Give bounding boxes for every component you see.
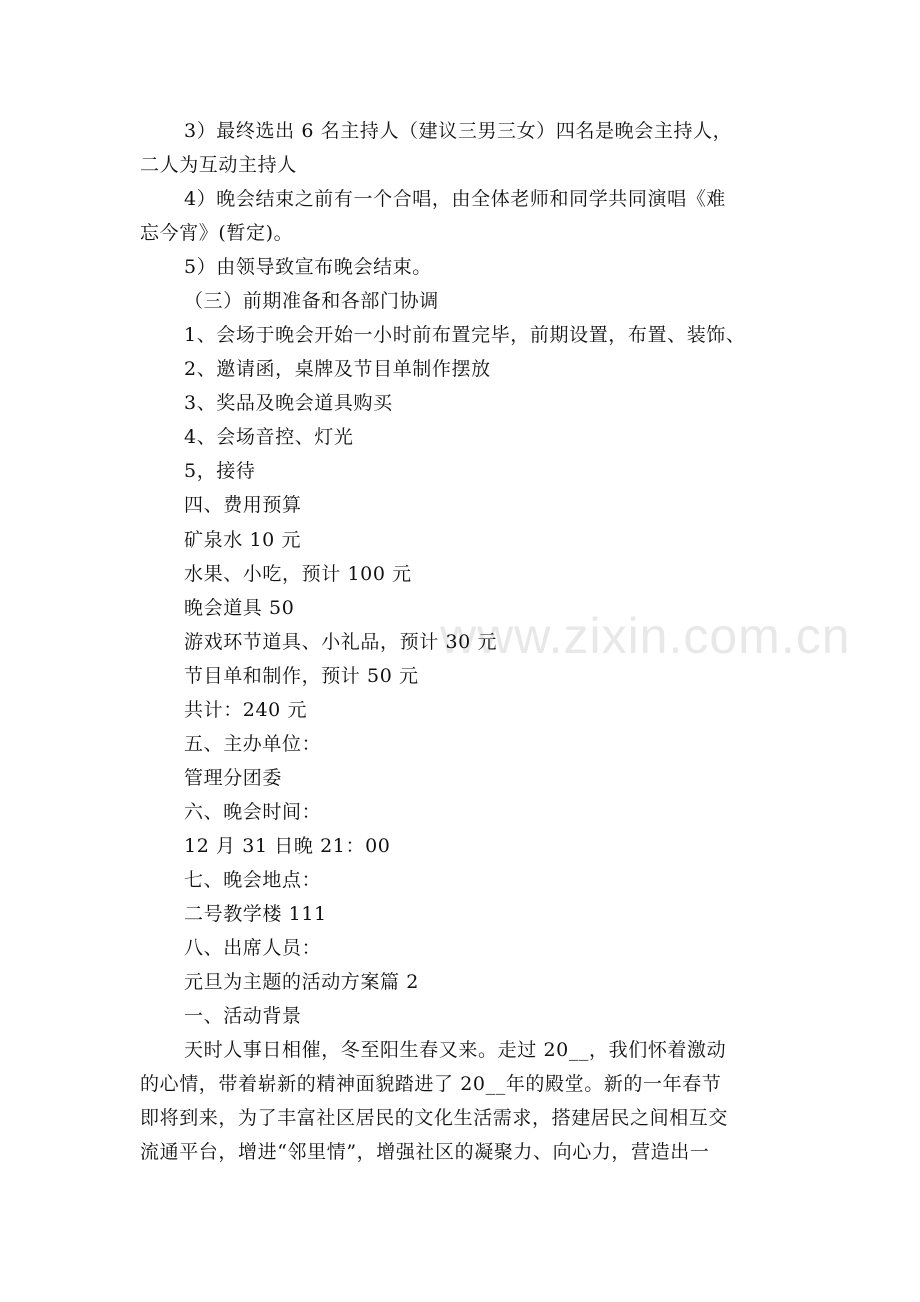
paragraph-line-1: 天时人事日相催，冬至阳生春又来。走过 20__，我们怀着激动 [184,1039,727,1061]
budget-item-water: 矿泉水 10 元 [184,529,302,551]
section-heading-organizer: 五、主办单位： [184,733,322,755]
text-line-1: 3）最终选出 6 名主持人（建议三男三女）四名是晚会主持人， [184,120,733,142]
list-item-4: 4、会场音控、灯光 [184,426,354,448]
text-line-2: 二人为互动主持人 [140,154,297,176]
section-heading-3: （三）前期准备和各部门协调 [184,290,439,312]
budget-item-fruit: 水果、小吃，预计 100 元 [184,563,412,585]
article-title-2: 元旦为主题的活动方案篇 2 [184,971,419,993]
list-item-1: 1、会场于晚会开始一小时前布置完毕，前期设置，布置、装饰、 [184,324,746,346]
budget-item-props: 晚会道具 50 [184,597,295,619]
paragraph-line-3: 即将到来，为了丰富社区居民的文化生活需求，搭建居民之间相互交 [140,1107,729,1129]
location-value: 二号教学楼 111 [184,903,327,925]
text-line-4: 忘今宵》(暂定)。 [140,222,294,244]
list-item-2: 2、邀请函，桌牌及节目单制作摆放 [184,358,491,380]
section-heading-attendees: 八、出席人员： [184,937,322,959]
paragraph-line-4: 流通平台，增进“邻里情”，增强社区的凝聚力、向心力，营造出一 [140,1141,710,1163]
watermark: www.zixin.com.cn [440,608,851,664]
paragraph-line-2: 的心情，带着崭新的精神面貌踏进了 20__年的殿堂。新的一年春节 [140,1073,722,1095]
budget-total: 共计：240 元 [184,699,308,721]
organizer-value: 管理分团委 [184,767,283,789]
time-value: 12 月 31 日晚 21：00 [184,835,391,857]
budget-item-gifts: 游戏环节道具、小礼品，预计 30 元 [184,631,498,653]
section-heading-location: 七、晚会地点： [184,869,322,891]
section-heading-budget: 四、费用预算 [184,494,302,516]
section-heading-background: 一、活动背景 [184,1005,302,1027]
list-item-5: 5，接待 [184,460,256,482]
list-item-3: 3、奖品及晚会道具购买 [184,392,393,414]
budget-item-program: 节目单和制作，预计 50 元 [184,665,419,687]
text-line-3: 4）晚会结束之前有一个合唱，由全体老师和同学共同演唱《难 [184,188,726,210]
text-line-5: 5）由领导致宣布晚会结束。 [184,256,432,278]
section-heading-time: 六、晚会时间： [184,801,322,823]
